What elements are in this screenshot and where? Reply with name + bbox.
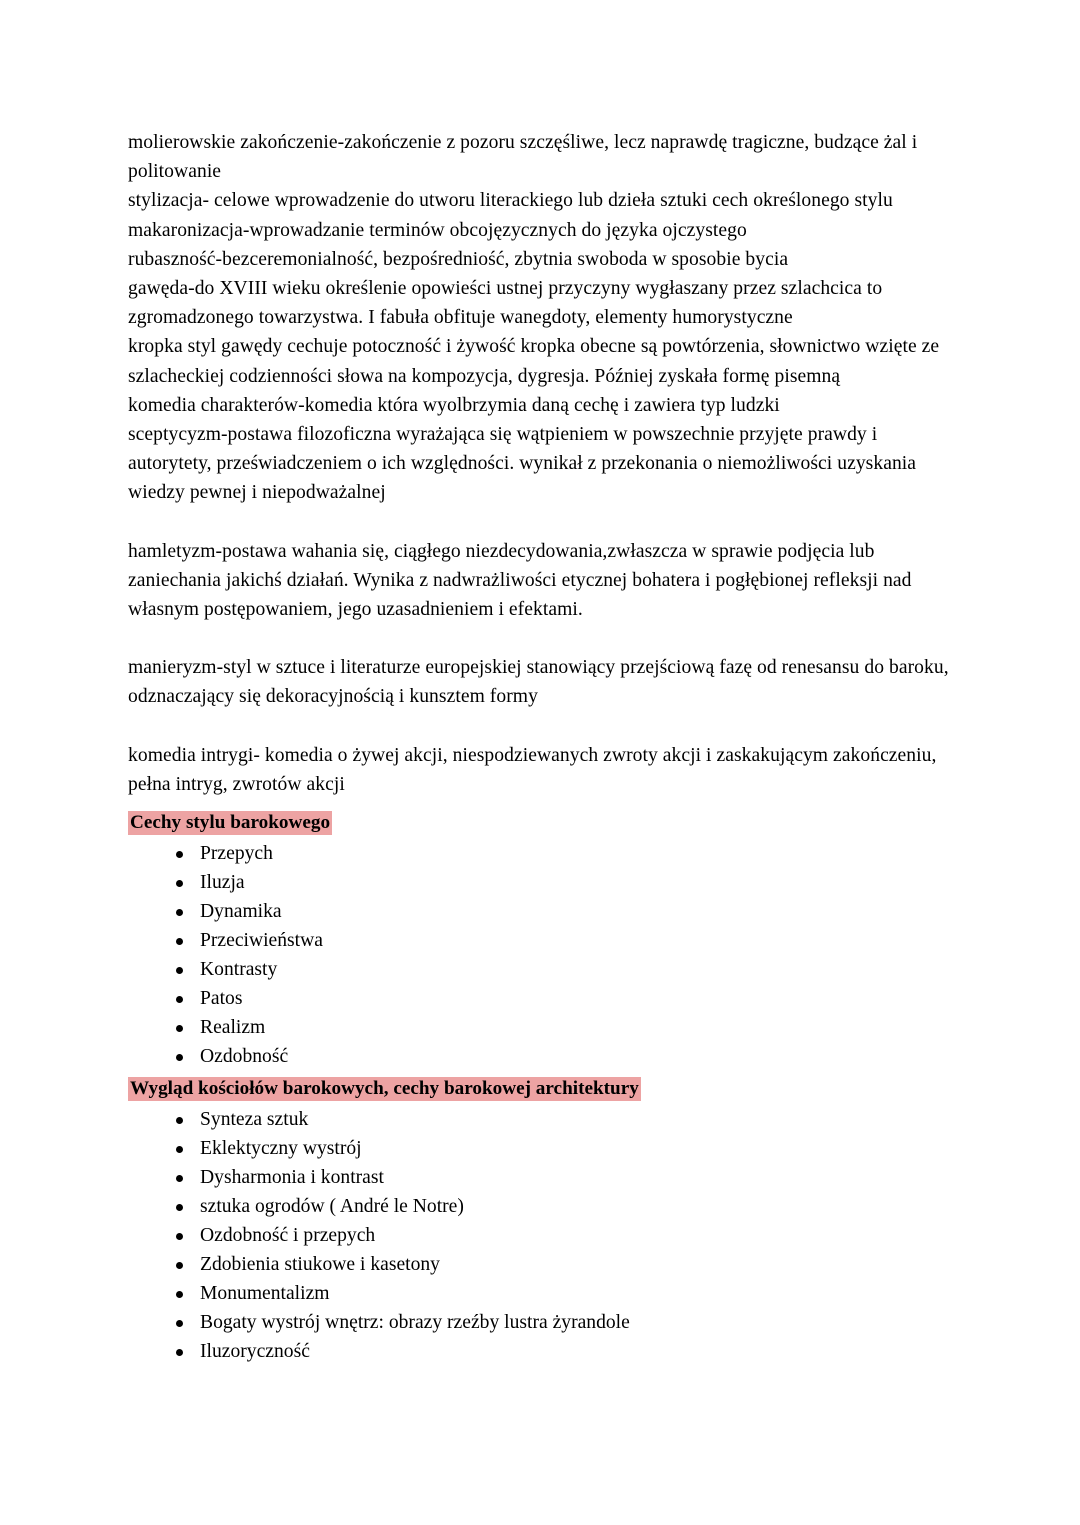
- list-item: Bogaty wystrój wnętrz: obrazy rzeźby lustra żyrandole: [168, 1308, 950, 1337]
- list-item: Dynamika: [168, 897, 950, 926]
- list-item: Ozdobność i przepych: [168, 1221, 950, 1250]
- paragraph-stylizacja: stylizacja- celowe wprowadzenie do utworu literackiego lub dzieła sztuki cech określonego stylu: [128, 190, 893, 212]
- section-wyglad-kosciolow-barokowych: [128, 1075, 950, 1366]
- list-cechy-stylu-barokowego: [128, 839, 950, 1071]
- list-item: Patos: [168, 984, 950, 1013]
- paragraph-styl-gawedy: kropka styl gawędy cechuje potoczność i żywość kropka obecne są powtórzenia, słownictwo wzięte ze szlacheckiej codzienności słowa na kompozycja, dygresja. Później zyskała formę pisemną: [128, 336, 940, 387]
- paragraph-molierowskie-zakonczenie: molierowskie zakończenie-zakończenie z pozoru szczęśliwe, lecz naprawdę tragiczne, budzące żal i politowanie: [128, 132, 918, 183]
- heading-highlight: Wygląd kościołów barokowych, cechy barokowej architektury: [130, 1078, 639, 1100]
- list-item: Kontrasty: [168, 955, 950, 984]
- definitions-block: [128, 128, 950, 508]
- spacer-2: [128, 624, 950, 653]
- paragraph-rubasznosc: rubaszność-bezceremonialność, bezpośredniość, zbytnia swoboda w sposobie bycia: [128, 248, 789, 270]
- paragraph-komedia-charakterow: komedia charakterów-komedia która wyolbrzymia daną cechę i zawiera typ ludzki: [128, 394, 780, 416]
- list-item: Ozdobność: [168, 1042, 950, 1071]
- list-item: Dysharmonia i kontrast: [168, 1163, 950, 1192]
- spacer-3: [128, 712, 950, 741]
- list-item: Przeciwieństwa: [168, 926, 950, 955]
- list-item: Realizm: [168, 1013, 950, 1042]
- list-item: Iluzja: [168, 868, 950, 897]
- list-item: sztuka ogrodów ( André le Notre): [168, 1192, 950, 1221]
- heading-highlight: Cechy stylu barokowego: [130, 812, 331, 834]
- paragraph-gaweda: gawęda-do XVIII wieku określenie opowieści ustnej przyczyny wygłaszany przez szlachcica to zgromadzonego towarzystwa. I fabuła obfituje wanegdoty, elementy humorystyczne: [128, 278, 883, 329]
- paragraph-sceptycyzm: sceptycyzm-postawa filozoficzna wyrażająca się wątpieniem w powszechnie przyjęte prawdy i autorytety, przeświadczeniem o ich względności. wynikał z przekonania o niemożliwości uzyskania wiedzy pewnej i niepodważalnej: [128, 424, 917, 504]
- paragraph-hamletyzm: hamletyzm-postawa wahania się, ciągłego niezdecydowania,zwłaszcza w sprawie podjęcia lub zaniechania jakichś działań. Wynika z nadwrażliwości etycznej bohatera i pogłębionej refleksji nad własnym postępowaniem, jego uzasadnieniem i efektami.: [128, 540, 912, 621]
- paragraph-manieryzm: manieryzm-styl w sztuce i literaturze europejskiej stanowiący przejściową fazę od renesansu do baroku, odznaczający się dekoracyjnością i kunsztem formy: [128, 657, 949, 708]
- list-item: Przepych: [168, 839, 950, 868]
- list-item: Synteza sztuk: [168, 1105, 950, 1134]
- list-item: Zdobienia stiukowe i kasetony: [168, 1250, 950, 1279]
- heading-cechy-stylu-barokowego: [128, 809, 950, 837]
- list-item: Eklektyczny wystrój: [168, 1134, 950, 1163]
- list-wyglad-kosciolow-barokowych: [128, 1105, 950, 1366]
- section-cechy-stylu-barokowego: [128, 809, 950, 1071]
- paragraph-makaronizacja: makaronizacja-wprowadzanie terminów obcojęzycznych do języka ojczystego: [128, 219, 747, 241]
- list-item: Monumentalizm: [168, 1279, 950, 1308]
- heading-wyglad-kosciolow-barokowych: [128, 1075, 950, 1103]
- spacer-4: [128, 799, 950, 805]
- list-item: Iluzoryczność: [168, 1337, 950, 1366]
- spacer-1: [128, 508, 950, 537]
- paragraph-komedia-intrygi: komedia intrygi- komedia o żywej akcji, niespodziewanych zwroty akcji i zaskakującym zakończeniu, pełna intryg, zwrotów akcji: [128, 744, 937, 795]
